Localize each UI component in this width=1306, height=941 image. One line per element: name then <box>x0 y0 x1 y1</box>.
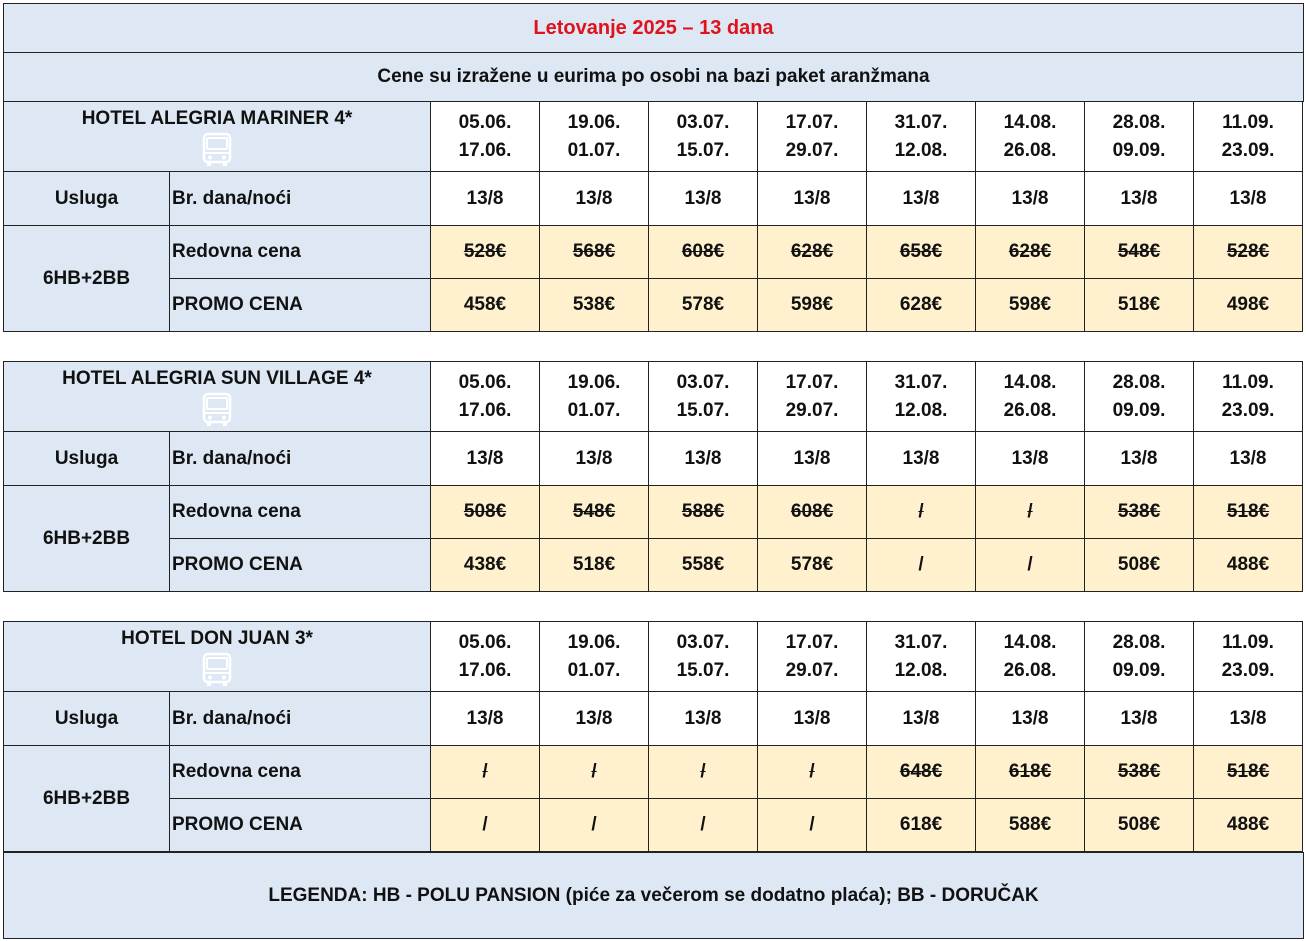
regular-price-cell <box>540 486 649 539</box>
period-from: 11.09. <box>1222 371 1274 393</box>
period-from: 17.07. <box>785 631 839 653</box>
regular-price: / <box>918 501 924 522</box>
period-dates <box>431 362 540 432</box>
nights-value: 13/8 <box>431 172 540 226</box>
regular-price-cell <box>1085 226 1194 279</box>
period-from: 28.08. <box>1112 631 1166 653</box>
period-from: 14.08. <box>1003 111 1057 133</box>
period-to: 29.07. <box>785 399 839 421</box>
period-from: 17.07. <box>785 111 839 133</box>
nights-label: Br. dana/noći <box>170 172 431 226</box>
regular-price: 648€ <box>899 761 943 782</box>
nights-value: 13/8 <box>976 172 1085 226</box>
period-dates <box>758 102 867 172</box>
promo-price: 488€ <box>1194 539 1303 592</box>
regular-price: 538€ <box>1117 501 1161 522</box>
period-from: 28.08. <box>1112 371 1166 393</box>
period-from: 05.06. <box>458 371 512 393</box>
regular-price: 618€ <box>1008 761 1052 782</box>
regular-price-label: Redovna cena <box>170 746 431 799</box>
period-to: 26.08. <box>1003 399 1057 421</box>
period-from: 17.07. <box>785 371 839 393</box>
period-to: 15.07. <box>676 399 730 421</box>
period-from: 31.07. <box>894 631 948 653</box>
board-label: 6HB+2BB <box>4 486 170 592</box>
regular-price: / <box>700 761 706 782</box>
period-dates <box>976 622 1085 692</box>
regular-price-cell <box>649 746 758 799</box>
promo-price: 498€ <box>1194 279 1303 332</box>
period-to: 26.08. <box>1003 139 1057 161</box>
period-to: 23.09. <box>1221 399 1275 421</box>
hotel-name-cell <box>4 622 431 692</box>
period-to: 17.06. <box>458 399 512 421</box>
regular-price-cell <box>431 226 540 279</box>
promo-price-label: PROMO CENA <box>170 539 431 592</box>
promo-price: 538€ <box>540 279 649 332</box>
regular-price-cell <box>431 746 540 799</box>
promo-price: 598€ <box>976 279 1085 332</box>
period-dates <box>1194 102 1303 172</box>
period-to: 01.07. <box>567 659 621 681</box>
promo-price: 558€ <box>649 539 758 592</box>
period-from: 05.06. <box>458 631 512 653</box>
promo-price: / <box>867 539 976 592</box>
regular-price-cell <box>976 746 1085 799</box>
period-to: 09.09. <box>1112 139 1166 161</box>
regular-price-label: Redovna cena <box>170 486 431 539</box>
legend-text: LEGENDA: HB - POLU PANSION (piće za večerom se dodatno plaća); BB - DORUČAK <box>4 853 1304 939</box>
nights-value: 13/8 <box>758 432 867 486</box>
period-to: 12.08. <box>894 139 948 161</box>
period-from: 14.08. <box>1003 631 1057 653</box>
page-subtitle: Cene su izražene u eurima po osobi na bazi paket aranžmana <box>4 53 1304 102</box>
regular-price: 628€ <box>1008 241 1052 262</box>
bus-icon <box>201 652 233 688</box>
period-dates <box>1085 102 1194 172</box>
regular-price-label: Redovna cena <box>170 226 431 279</box>
regular-price: / <box>809 761 815 782</box>
period-from: 11.09. <box>1222 631 1274 653</box>
nights-value: 13/8 <box>867 692 976 746</box>
period-dates <box>649 102 758 172</box>
promo-price: / <box>758 799 867 852</box>
period-from: 03.07. <box>676 371 730 393</box>
regular-price-cell <box>1194 226 1303 279</box>
promo-price-label: PROMO CENA <box>170 279 431 332</box>
period-dates <box>649 622 758 692</box>
regular-price: 608€ <box>790 501 834 522</box>
nights-value: 13/8 <box>540 432 649 486</box>
hotel-table <box>3 101 1303 332</box>
period-dates <box>649 362 758 432</box>
regular-price: 608€ <box>681 241 725 262</box>
regular-price-cell <box>540 226 649 279</box>
nights-value: 13/8 <box>1194 432 1303 486</box>
period-to: 17.06. <box>458 659 512 681</box>
period-dates <box>431 102 540 172</box>
regular-price-cell <box>867 746 976 799</box>
promo-price: 508€ <box>1085 799 1194 852</box>
nights-value: 13/8 <box>1085 692 1194 746</box>
promo-price: 518€ <box>1085 279 1194 332</box>
promo-price: 578€ <box>649 279 758 332</box>
regular-price-cell <box>976 226 1085 279</box>
period-dates <box>867 102 976 172</box>
regular-price-cell <box>1194 746 1303 799</box>
promo-price: / <box>540 799 649 852</box>
hotel-name-cell <box>4 102 431 172</box>
regular-price: 518€ <box>1226 761 1270 782</box>
regular-price-cell <box>1194 486 1303 539</box>
promo-price: 488€ <box>1194 799 1303 852</box>
hotel-table <box>3 621 1303 852</box>
period-dates <box>976 362 1085 432</box>
promo-price: 458€ <box>431 279 540 332</box>
period-from: 31.07. <box>894 111 948 133</box>
nights-value: 13/8 <box>540 172 649 226</box>
period-dates <box>758 622 867 692</box>
service-label: Usluga <box>4 692 170 746</box>
regular-price-cell <box>649 486 758 539</box>
period-dates <box>976 102 1085 172</box>
board-label: 6HB+2BB <box>4 226 170 332</box>
promo-price: 628€ <box>867 279 976 332</box>
nights-value: 13/8 <box>649 172 758 226</box>
regular-price-cell <box>1085 746 1194 799</box>
regular-price-cell <box>867 226 976 279</box>
period-to: 09.09. <box>1112 659 1166 681</box>
regular-price: 548€ <box>1117 241 1161 262</box>
regular-price: 518€ <box>1226 501 1270 522</box>
period-from: 14.08. <box>1003 371 1057 393</box>
period-to: 23.09. <box>1221 139 1275 161</box>
nights-value: 13/8 <box>431 692 540 746</box>
bus-icon <box>201 132 233 168</box>
nights-value: 13/8 <box>867 432 976 486</box>
regular-price-cell <box>758 226 867 279</box>
regular-price: 658€ <box>899 241 943 262</box>
bus-icon <box>201 392 233 428</box>
regular-price: 528€ <box>1226 241 1270 262</box>
nights-value: 13/8 <box>758 172 867 226</box>
period-from: 19.06. <box>567 371 621 393</box>
nights-value: 13/8 <box>1194 172 1303 226</box>
period-to: 01.07. <box>567 139 621 161</box>
period-dates <box>1085 362 1194 432</box>
nights-value: 13/8 <box>976 692 1085 746</box>
regular-price-cell <box>758 746 867 799</box>
period-dates <box>867 622 976 692</box>
promo-price: / <box>649 799 758 852</box>
period-from: 11.09. <box>1222 111 1274 133</box>
regular-price: / <box>482 761 488 782</box>
nights-label: Br. dana/noći <box>170 432 431 486</box>
regular-price: 628€ <box>790 241 834 262</box>
hotel-table <box>3 361 1303 592</box>
regular-price-cell <box>867 486 976 539</box>
promo-price: / <box>976 539 1085 592</box>
period-from: 05.06. <box>458 111 512 133</box>
period-to: 15.07. <box>676 139 730 161</box>
hotel-name-cell <box>4 362 431 432</box>
regular-price-cell <box>649 226 758 279</box>
nights-value: 13/8 <box>649 432 758 486</box>
board-label: 6HB+2BB <box>4 746 170 852</box>
promo-price-label: PROMO CENA <box>170 799 431 852</box>
hotel-name: HOTEL DON JUAN 3* <box>121 628 313 649</box>
nights-value: 13/8 <box>649 692 758 746</box>
promo-price: 618€ <box>867 799 976 852</box>
nights-value: 13/8 <box>758 692 867 746</box>
promo-price: 518€ <box>540 539 649 592</box>
nights-value: 13/8 <box>431 432 540 486</box>
period-to: 17.06. <box>458 139 512 161</box>
service-label: Usluga <box>4 432 170 486</box>
nights-value: 13/8 <box>1085 172 1194 226</box>
regular-price-cell <box>976 486 1085 539</box>
period-from: 28.08. <box>1112 111 1166 133</box>
period-dates <box>758 362 867 432</box>
period-dates <box>1085 622 1194 692</box>
hotel-name: HOTEL ALEGRIA SUN VILLAGE 4* <box>62 368 372 389</box>
period-dates <box>540 102 649 172</box>
regular-price-cell <box>758 486 867 539</box>
period-to: 29.07. <box>785 139 839 161</box>
hotel-name: HOTEL ALEGRIA MARINER 4* <box>81 108 353 129</box>
title-table <box>3 3 1304 102</box>
period-dates <box>867 362 976 432</box>
period-from: 19.06. <box>567 111 621 133</box>
period-to: 29.07. <box>785 659 839 681</box>
nights-value: 13/8 <box>1194 692 1303 746</box>
promo-price: 588€ <box>976 799 1085 852</box>
nights-value: 13/8 <box>1085 432 1194 486</box>
regular-price-cell <box>431 486 540 539</box>
promo-price: 438€ <box>431 539 540 592</box>
period-dates <box>540 622 649 692</box>
period-dates <box>431 622 540 692</box>
legend-table <box>3 852 1304 939</box>
promo-price: 508€ <box>1085 539 1194 592</box>
period-to: 01.07. <box>567 399 621 421</box>
nights-value: 13/8 <box>867 172 976 226</box>
regular-price-cell <box>1085 486 1194 539</box>
regular-price: 528€ <box>463 241 507 262</box>
nights-label: Br. dana/noći <box>170 692 431 746</box>
period-from: 31.07. <box>894 371 948 393</box>
period-from: 03.07. <box>676 631 730 653</box>
period-to: 12.08. <box>894 399 948 421</box>
regular-price: 538€ <box>1117 761 1161 782</box>
regular-price: / <box>591 761 597 782</box>
period-dates <box>540 362 649 432</box>
period-to: 15.07. <box>676 659 730 681</box>
period-dates <box>1194 622 1303 692</box>
regular-price: 568€ <box>572 241 616 262</box>
nights-value: 13/8 <box>540 692 649 746</box>
period-dates <box>1194 362 1303 432</box>
regular-price: 548€ <box>572 501 616 522</box>
service-label: Usluga <box>4 172 170 226</box>
regular-price-cell <box>540 746 649 799</box>
regular-price: 508€ <box>463 501 507 522</box>
promo-price: / <box>431 799 540 852</box>
promo-price: 578€ <box>758 539 867 592</box>
period-from: 03.07. <box>676 111 730 133</box>
period-to: 09.09. <box>1112 399 1166 421</box>
promo-price: 598€ <box>758 279 867 332</box>
period-from: 19.06. <box>567 631 621 653</box>
regular-price: / <box>1027 501 1033 522</box>
regular-price: 588€ <box>681 501 725 522</box>
period-to: 26.08. <box>1003 659 1057 681</box>
period-to: 12.08. <box>894 659 948 681</box>
page-title: Letovanje 2025 – 13 dana <box>4 4 1304 53</box>
period-to: 23.09. <box>1221 659 1275 681</box>
nights-value: 13/8 <box>976 432 1085 486</box>
